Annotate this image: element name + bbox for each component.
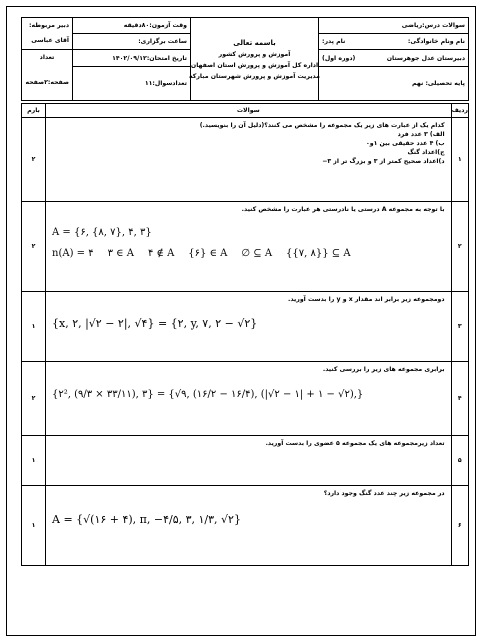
organization-column [190,18,318,100]
row-column-header: ردیف [451,104,468,118]
question-number: ۶ [451,486,468,566]
question-body [46,118,452,202]
question-row-6 [22,486,469,566]
question-number: ۴ [451,362,468,436]
question-row-3 [22,292,469,362]
set-equation: {x, ۲, |√۲ − ۲|, √۴} = {۲, y, ۷, ۲ − √۲} [52,317,258,330]
question-body [46,292,452,362]
question-score: ۱ [22,486,46,566]
student-name-label: نام ونام خانوادگی: [407,38,465,45]
question-number: ۵ [451,436,468,486]
statement-5: ∅ ⊆ A [241,248,273,259]
school-row [319,50,468,67]
statements-row [52,248,445,259]
option-b: ب) ۴ عدد حقیقی بین ۱و۰ [365,140,445,147]
question-body [46,436,452,486]
teacher-column [22,18,72,100]
teacher-name: آقای عباسی [22,32,72,50]
option-a: الف) ۳ عدد فرد [397,131,445,138]
question-number: ۳ [451,292,468,362]
school-name: دبیرستان عدل جوهرستان [386,54,465,62]
exam-header [21,17,469,101]
ministry-name: آموزش و پرورش کشور [218,50,291,58]
student-info-column [318,18,468,100]
questions-column-header: سوالات [46,104,452,118]
question-body [46,362,452,436]
question-score: ۱ [22,292,46,362]
question-row-4 [22,362,469,436]
question-text: دومجموعه زیر برابر اند مقدار x و y را بدست آورید. [288,296,445,303]
statement-4: {۶} ∈ A [188,248,228,259]
exam-info-column [72,18,190,100]
statement-6: {{۷, ۸}} ⊆ A [286,248,351,259]
question-body [46,202,452,292]
questions-table [21,103,469,566]
school-period: (دوره اول) [322,54,356,62]
set-equality: {۲², (۹/۳ × ۳۳/۱۱), ۳} = {√۹, (۱۶/۲ − ۱۶/۴), (|√۲ − ۱| + ۱ − √۲),} [52,389,364,400]
exam-duration: وقت آزمون:۸۰دقیقه [73,18,190,34]
question-score: ۲ [22,362,46,436]
question-text: در مجموعه زیر چند عدد گنگ وجود دارد؟ [323,490,445,497]
question-count: تعدادسوال:۱۱ [144,80,187,87]
teacher-label: دبیر مربوطه: [29,21,69,29]
question-text: برابری مجموعه های زیر را بررسی کنید. [322,366,445,373]
option-c: ج)اعداد گنگ [407,149,445,156]
pages-label: تعداد [39,53,55,61]
set-definition: A = {۶, {۸, ۷}, ۴, ۳} [52,227,152,238]
question-score: ۲ [22,118,46,202]
grade-label: پایه تحصیلی: نهم [412,80,465,87]
statement-1: n(A) = ۴ [52,248,94,259]
question-score: ۲ [22,202,46,292]
question-row-2 [22,202,469,292]
option-d: د)اعداد صحیح کمتر از ۳ و بزرگ تر از ۳− [322,158,445,165]
statement-2: ۳ ∈ A [107,248,134,259]
exam-start-time: ساعت برگزاری: [73,34,190,50]
question-number: ۱ [451,118,468,202]
score-column-header: بارم [22,104,46,118]
question-row-5 [22,436,469,486]
province-office: اداره کل آموزش و پرورش استان اصفهان [190,61,319,69]
question-body [46,486,452,566]
table-header-row [22,104,469,118]
basmala: باسمه تعالی [233,38,276,47]
pages-count: صفحه:۲صفحه [25,78,69,86]
exam-date: تاریخ امتحان:۱۴۰۲/۰۹/۱۲ [73,50,190,67]
name-row [319,34,468,50]
exam-page [6,6,476,636]
city-office: مدیریت آموزش و پرورش شهرستان مبارکه [189,72,320,80]
subject-label: سوالات درس:ریاضی [319,18,468,34]
question-text: با توجه به مجموعه A درستی یا نادرستی هر عبارت را مشخص کنید. [241,206,445,213]
statement-3: ۴ ∉ A [147,248,175,259]
set-definition: A = {√(۱۶ + ۴), π, −۴/۵, ۳, ۱/۳, √۲} [52,513,241,526]
question-score: ۱ [22,436,46,486]
question-text: کدام یک از عبارت های زیر یک مجموعه را مشخص می کنند؟(دلیل آن را بنویسید.) [199,122,445,129]
question-row-1 [22,118,469,202]
father-name-label: نام پدر: [322,38,346,45]
question-text: تعداد زیرمجموعه های یک مجموعه ۵ عضوی را بدست آورید. [265,440,445,447]
question-number: ۲ [451,202,468,292]
